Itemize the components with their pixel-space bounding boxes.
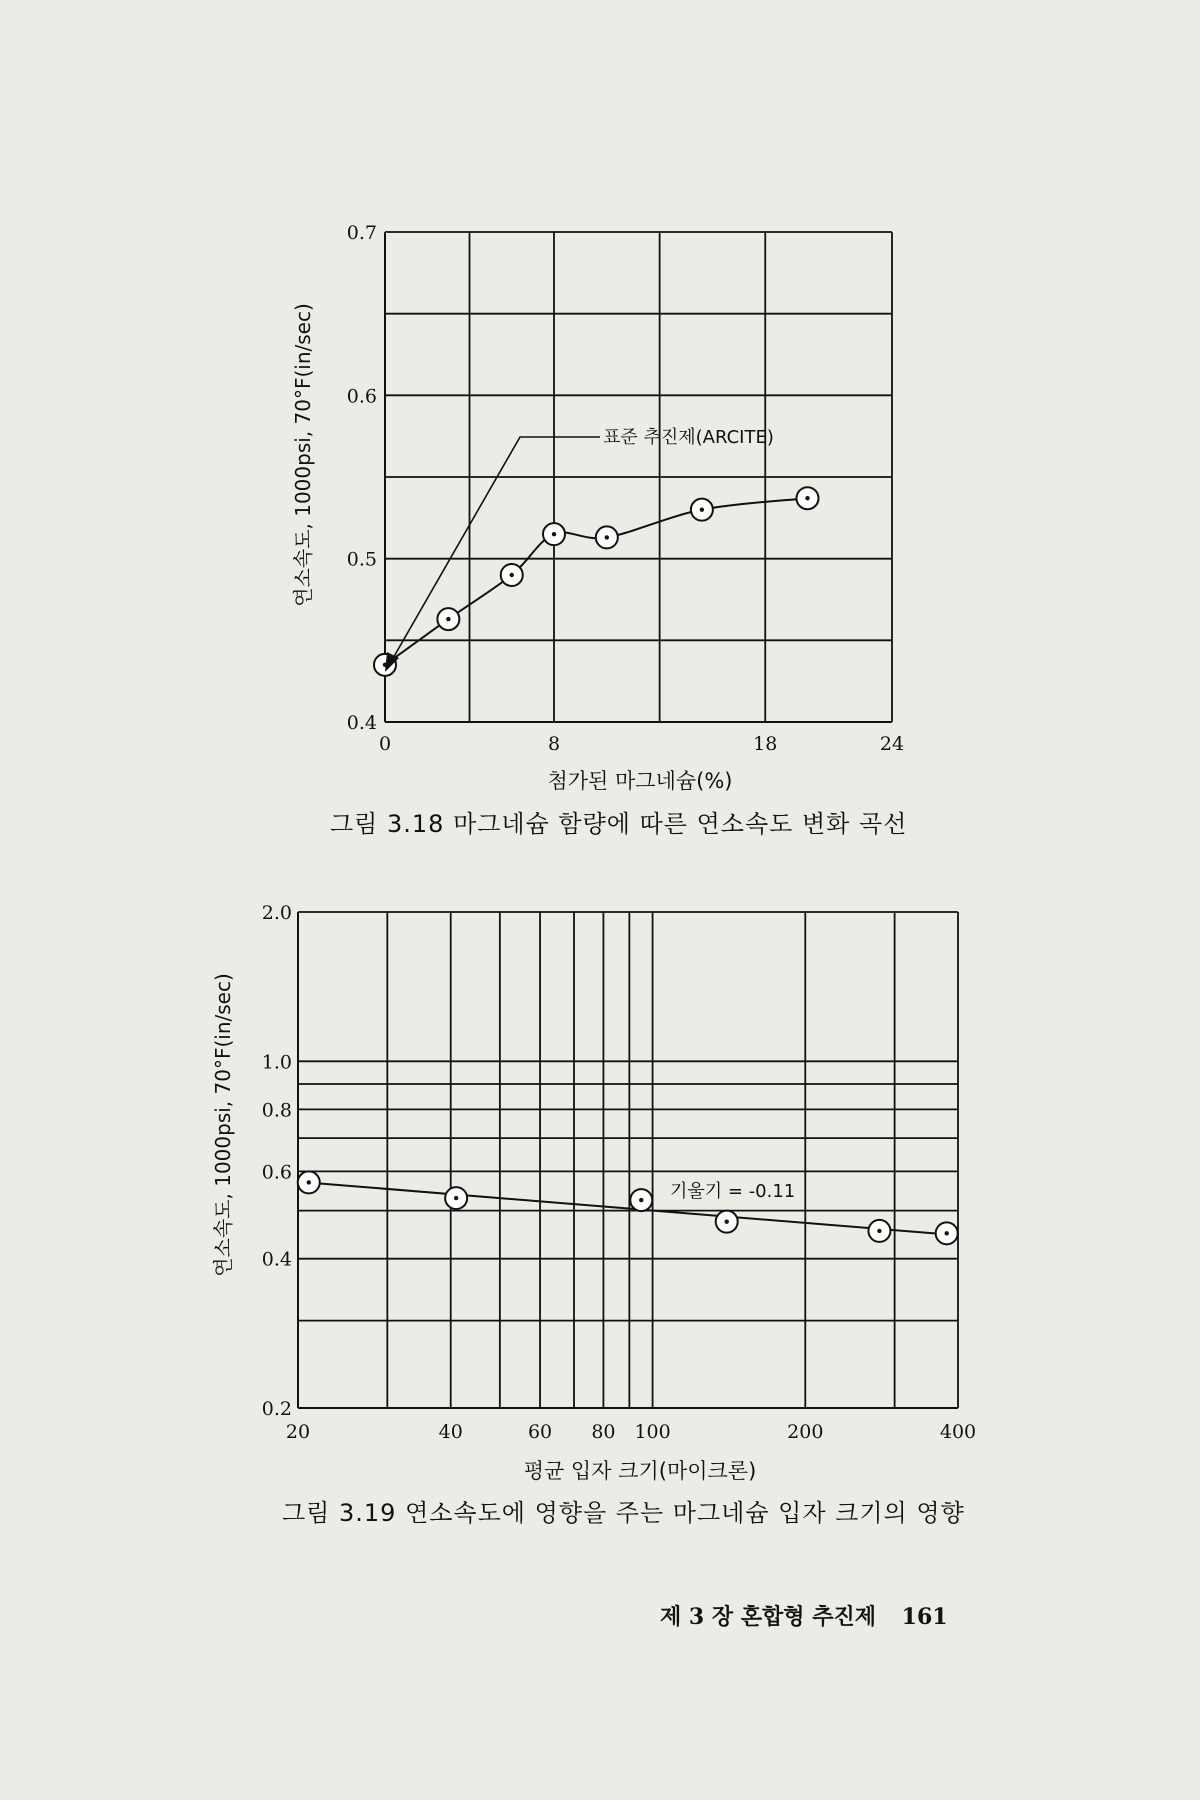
chart2-x-tick-0: 20	[285, 1421, 311, 1443]
chart2-x-tick-1: 40	[438, 1421, 463, 1443]
chart2-x-tick-4: 100	[634, 1421, 671, 1443]
slope-annotation: 기울기 = -0.11	[670, 1181, 796, 1202]
chart2-y-tick-3: 0.8	[261, 1099, 292, 1122]
chart1-y-tick-2: 0.6	[346, 385, 377, 408]
chart2-x-axis-label: 평균 입자 크기(마이크론)	[523, 1459, 757, 1483]
annotation-leader-line	[392, 437, 600, 660]
chart1-y-axis-label: 연소속도, 1000psi, 70°F(in/sec)	[291, 303, 315, 607]
chart1-y-tick-1: 0.5	[346, 548, 377, 571]
chart2-x-ticks	[286, 1421, 976, 1443]
data-point-center-4	[877, 1229, 881, 1233]
chart2-series	[298, 1171, 958, 1244]
data-point-center-1	[446, 617, 450, 621]
data-point-center-1	[454, 1196, 458, 1200]
magnesium-content-chart	[0, 0, 1200, 820]
chart2-y-tick-2: 0.6	[261, 1161, 292, 1184]
chart1-annotation	[385, 427, 774, 672]
chart1-x-tick-3: 24	[879, 733, 905, 755]
particle-size-chart	[0, 860, 1200, 1760]
chart1-x-axis-label: 첨가된 마그네슘(%)	[547, 769, 733, 793]
chart1-x-ticks	[379, 733, 904, 755]
chart2-y-tick-0: 0.2	[261, 1398, 292, 1420]
chart1-y-ticks	[347, 222, 377, 734]
figure-3-18-caption: 그림 3.18 마그네슘 함량에 따른 연소속도 변화 곡선	[330, 810, 908, 838]
data-point-center-3	[725, 1219, 729, 1223]
chart1-x-tick-0: 0	[378, 733, 392, 755]
chart2-grid	[298, 912, 958, 1408]
data-point-center-3	[552, 532, 556, 536]
figure-3-19-caption: 그림 3.19 연소속도에 영향을 주는 마그네슘 입자 크기의 영향	[282, 1499, 965, 1527]
data-point-center-0	[307, 1180, 311, 1184]
data-point-center-5	[700, 507, 704, 511]
chart2-y-ticks	[262, 902, 292, 1420]
chart1-series	[374, 487, 819, 676]
chart1-x-tick-2: 18	[753, 733, 778, 755]
data-point-center-5	[944, 1231, 948, 1235]
chart2-y-tick-4: 1.0	[261, 1051, 292, 1074]
data-point-center-2	[639, 1198, 643, 1202]
chart1-y-tick-0: 0.4	[346, 712, 377, 734]
chart1-grid	[385, 232, 892, 722]
page-footer	[660, 1600, 948, 1631]
data-point-center-2	[510, 573, 514, 577]
chart2-x-tick-3: 80	[591, 1421, 616, 1443]
chart2-y-axis-label: 연소속도, 1000psi, 70°F(in/sec)	[211, 973, 235, 1277]
chart1-y-tick-3: 0.7	[346, 222, 377, 244]
chart2-y-tick-1: 0.4	[261, 1248, 292, 1271]
annotation-label: 표준 추진제(ARCITE)	[603, 427, 774, 448]
chapter-title: 제 3 장 혼합형 추진제	[660, 1604, 876, 1630]
chart2-x-tick-5: 200	[787, 1421, 824, 1443]
page-number: 161	[901, 1604, 948, 1630]
data-point-center-6	[805, 496, 809, 500]
data-point-center-4	[605, 535, 609, 539]
chart2-x-tick-6: 400	[939, 1421, 977, 1443]
chart2-y-tick-5: 2.0	[261, 902, 292, 924]
chart2-x-tick-2: 60	[527, 1421, 553, 1443]
chart1-x-tick-1: 8	[547, 733, 561, 755]
